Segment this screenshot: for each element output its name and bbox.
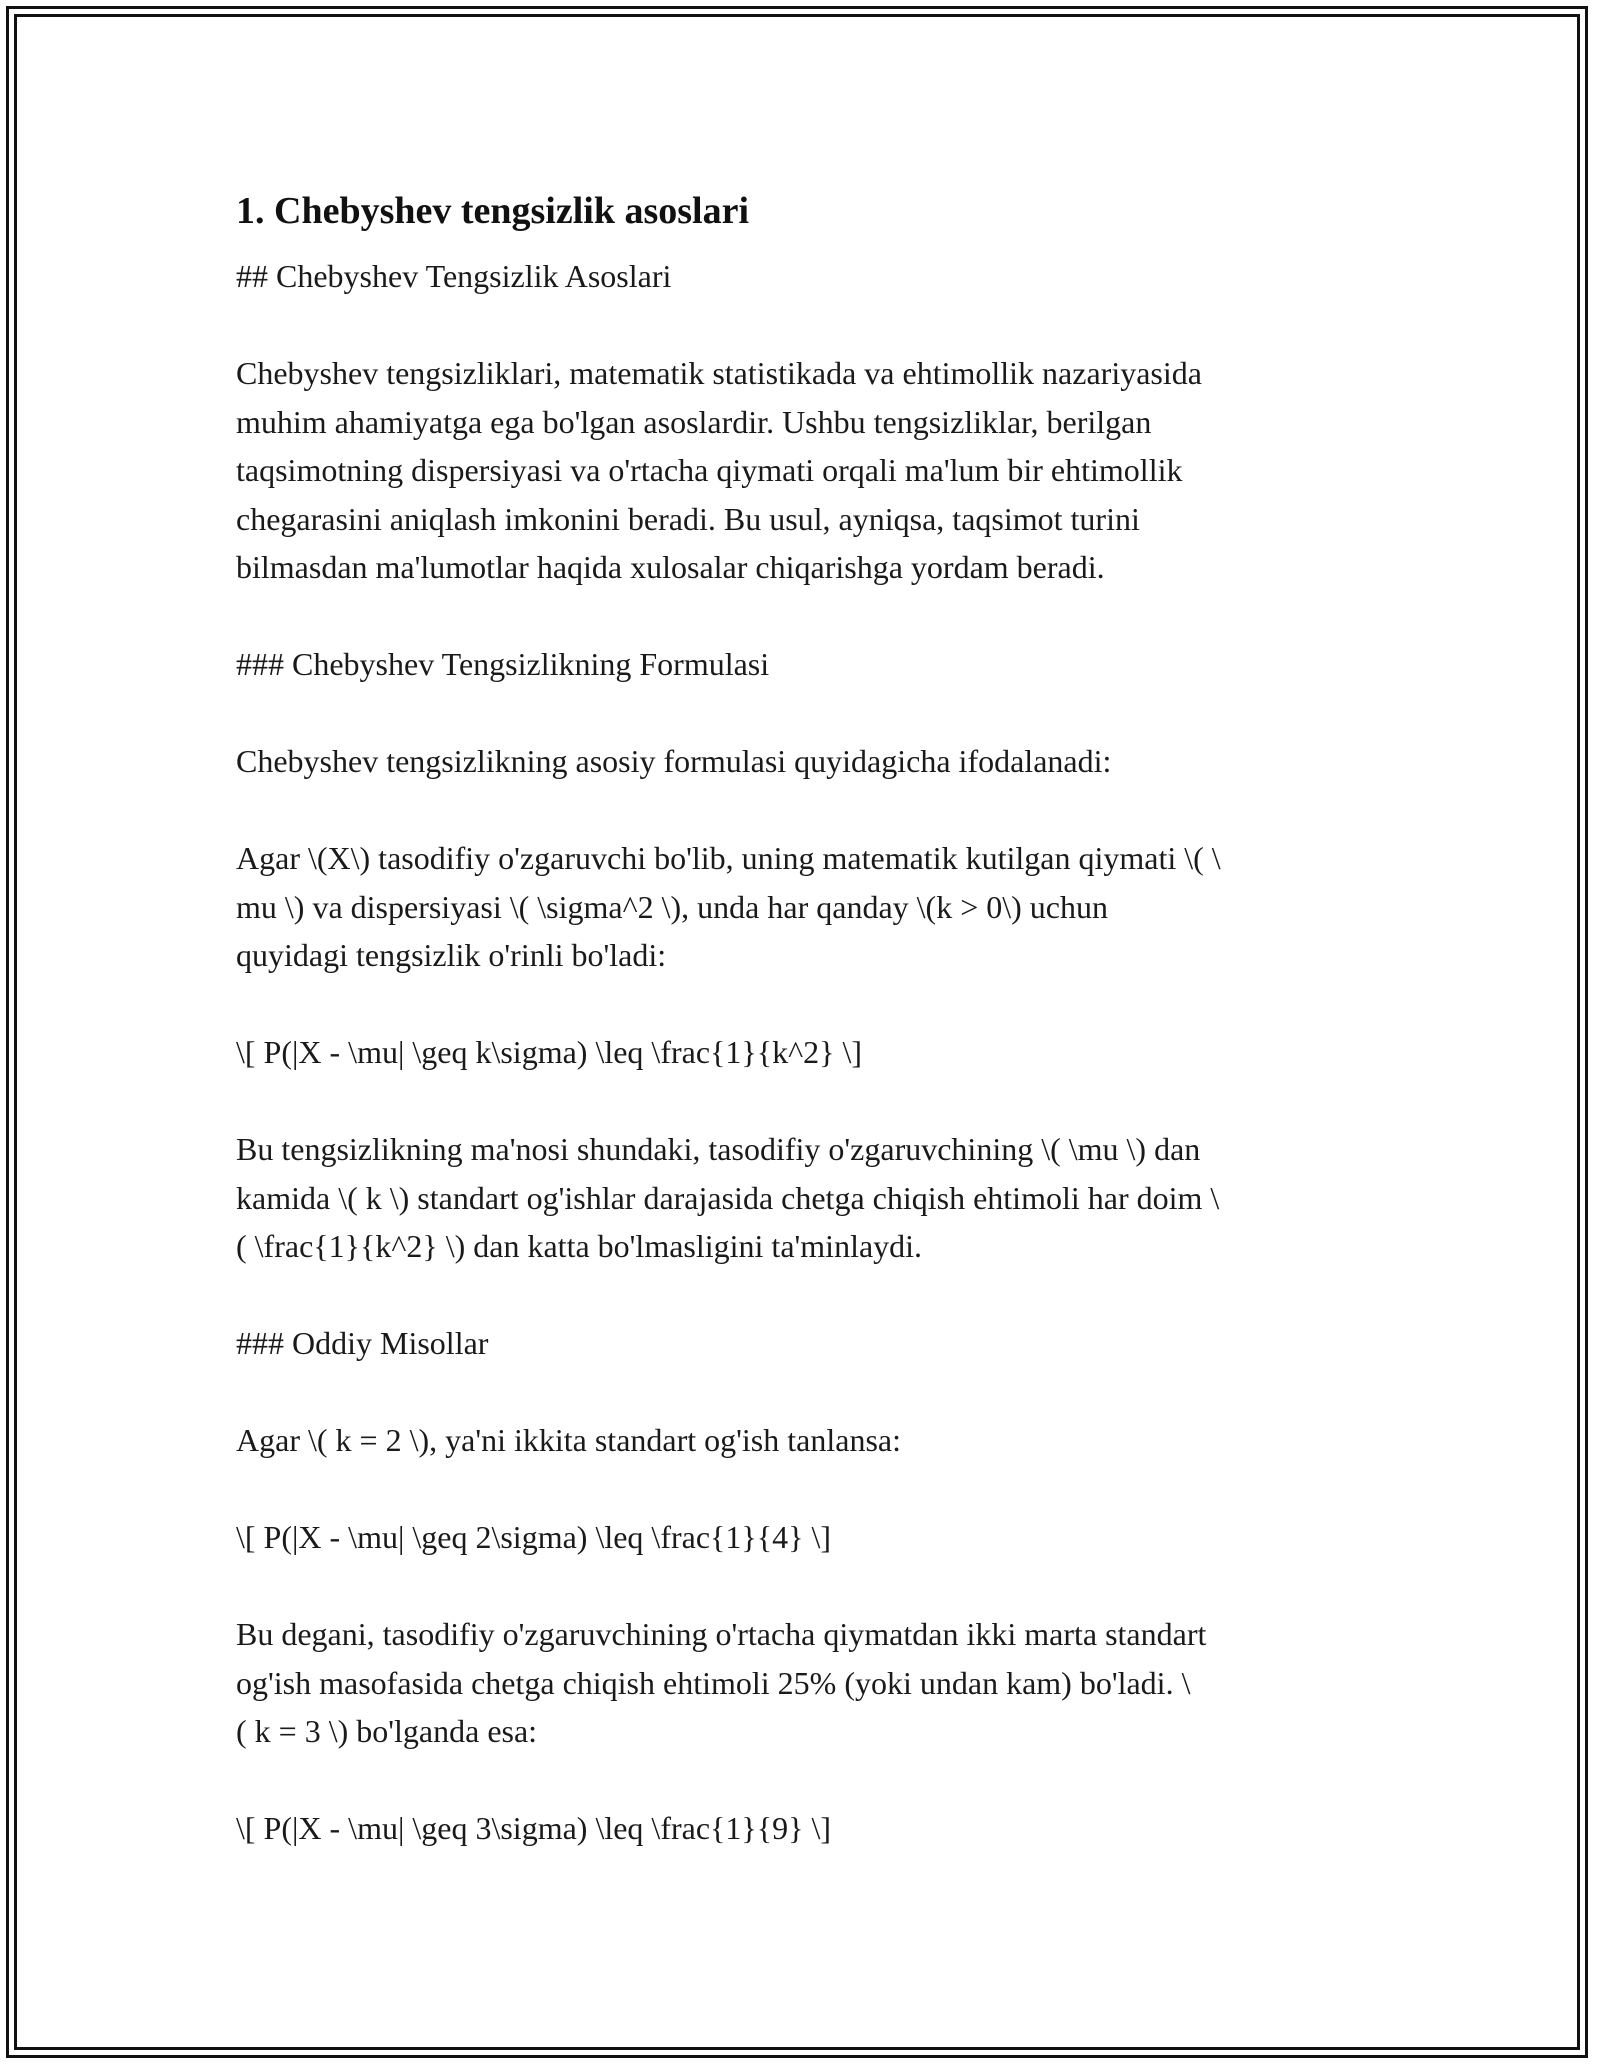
heading-misollar: ### Oddiy Misollar [236,1325,489,1361]
formula-general: \[ P(|X - \mu| \geq k\sigma) \leq \frac{1}{k^2} \] [236,1034,863,1070]
document-title: 1. Chebyshev tengsizlik asoslari [236,190,750,232]
meaning-paragraph: Bu tengsizlikning ma'nosi shundaki, tasodifiy o'zgaruvchining \( \mu \) dan kamida \( k \) standart og'ishlar darajasida chetga chiqish ehtimoli har doim \ ( \frac{1}{k^2} \) dan katta bo'lmasligini ta'minlaydi. [236,1131,1220,1264]
intro-paragraph: Chebyshev tengsizliklari, matematik statistikada va ehtimollik nazariyasida muhim ahamiyatga ega bo'lgan asoslardir. Ushbu tengsizliklar, berilgan taqsimotning dispersiyasi va o'rtacha qiymati orqali ma'lum bir ehtimollik chegarasini aniqlash imkonini beradi. Bu usul, ayniqsa, taqsimot turini bilmasdan ma'lumotlar haqida xulosalar chiqarishga yordam beradi. [236,355,1202,585]
formula-k2: \[ P(|X - \mu| \geq 2\sigma) \leq \frac{1}{4} \] [236,1519,832,1555]
definition-paragraph: Agar \(X\) tasodifiy o'zgaruvchi bo'lib, uning matematik kutilgan qiymati \( \ mu \) va dispersiyasi \( \sigma^2 \), unda har qanday \(k > 0\) uchun quyidagi tengsizlik o'rinli bo'ladi: [236,840,1221,973]
formula-k3: \[ P(|X - \mu| \geq 3\sigma) \leq \frac{1}{9} \] [236,1810,832,1846]
example-explanation: Bu degani, tasodifiy o'zgaruvchining o'rtacha qiymatdan ikki marta standart og'ish masofasida chetga chiqish ehtimoli 25% (yoki undan kam) bo'ladi. \ ( k = 3 \) bo'lganda esa: [236,1616,1207,1749]
heading-formulasi: ### Chebyshev Tengsizlikning Formulasi [236,646,770,682]
formula-intro: Chebyshev tengsizlikning asosiy formulasi quyidagicha ifodalanadi: [236,743,1112,779]
heading-asoslari: ## Chebyshev Tengsizlik Asoslari [236,258,672,294]
document-body [236,185,1376,1901]
example-k2-intro: Agar \( k = 2 \), ya'ni ikkita standart og'ish tanlansa: [236,1422,901,1458]
